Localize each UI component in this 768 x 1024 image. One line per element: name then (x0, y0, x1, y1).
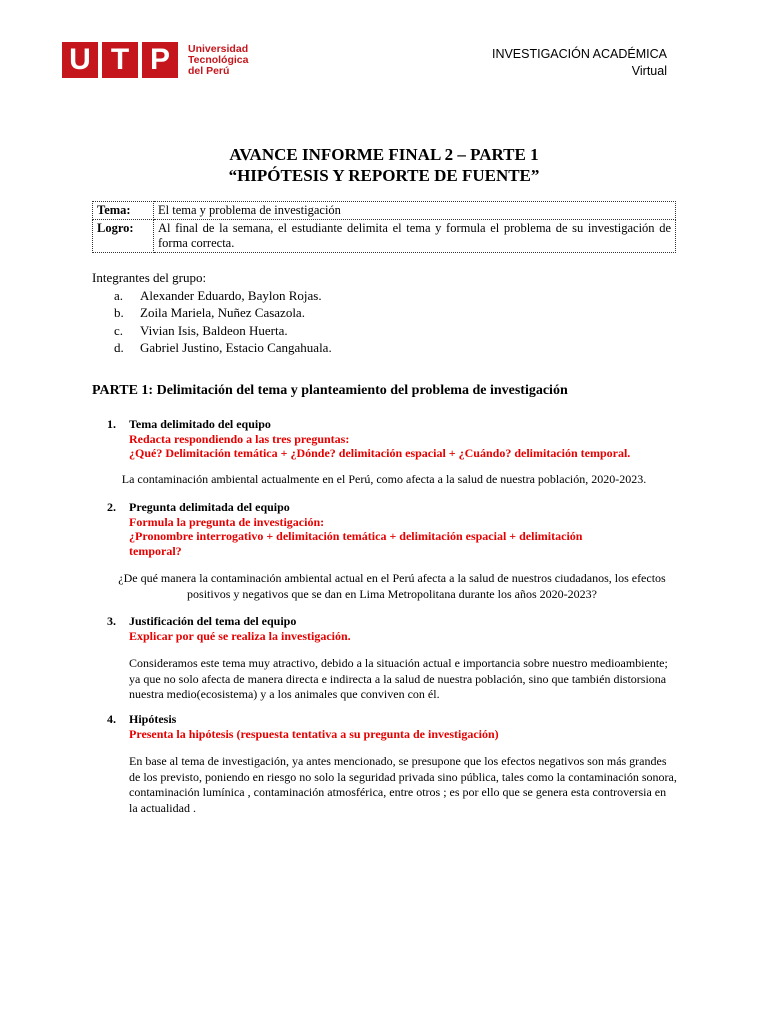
course-header (492, 46, 667, 80)
group-members (92, 269, 332, 357)
document-title: AVANCE INFORME FINAL 2 – PARTE 1 “HIPÓTESIS Y REPORTE DE FUENTE” (228, 145, 540, 185)
section-2-answer: ¿De qué manera la contaminación ambiental actual en el Perú afecta a la salud de nuestros ciudadanos, los efectos positivos y negativos que se dan en Lima Metropolitana durante los años 2020-2023? (118, 571, 666, 601)
logo-university-name: Universidad Tecnológica del Perú (188, 42, 249, 77)
section-1: 1. Tema delimitado del equipo Redacta respondiendo a las tres preguntas: ¿Qué? Delimitación temática + ¿Dónde? delimitación espacial + ¿Cuándo? delimitación temporal. (107, 417, 687, 461)
utp-logo (62, 42, 248, 78)
list-item: a. Alexander Eduardo, Baylon Rojas. (114, 287, 322, 303)
section-1-answer: La contaminación ambiental actualmente en el Perú, como afecta a la salud de nuestra población, 2020-2023. (121, 472, 647, 486)
section-2: 2. Pregunta delimitada del equipo Formula la pregunta de investigación: ¿Pronombre interrogativo + delimitación temática + delimitación espacial + delimitación temporal? (107, 500, 627, 558)
logro-value: Al final de la semana, el estudiante delimita el tema y formula el problema de su investigación de forma correcta. (154, 220, 676, 253)
list-item: c. Vivian Isis, Baldeon Huerta. (114, 322, 288, 338)
section-4: 4. Hipótesis Presenta la hipótesis (respuesta tentativa a su pregunta de investigación) (107, 712, 667, 741)
section-instruction: Presenta la hipótesis (respuesta tentativa a su pregunta de investigación) (129, 726, 499, 741)
table-row-logro (93, 220, 676, 253)
section-3-answer: Consideramos este tema muy atractivo, debido a la situación actual e importancia sobre nuestro medioambiente; ya que no solo afecta de manera directa e indirecta a la salud de nuestra población, sino que también distorsiona nuestra medio(ecosistema) y a los animales que conviven con él. (129, 656, 668, 701)
section-heading: Hipótesis (129, 712, 177, 726)
tema-value: El tema y problema de investigación (154, 202, 676, 220)
section-instruction: Formula la pregunta de investigación: (129, 514, 325, 529)
logo-letter-u: U (62, 42, 98, 78)
list-item: b. Zoila Mariela, Nuñez Casazola. (114, 305, 305, 320)
section-heading: Justificación del tema del equipo (129, 614, 297, 628)
section-instruction: Redacta respondiendo a las tres preguntas: (129, 431, 350, 446)
logo-letter-t: T (102, 42, 138, 78)
logro-label: Logro: (93, 220, 154, 253)
course-name: INVESTIGACIÓN ACADÉMICA (491, 47, 667, 61)
course-modality: Virtual (631, 64, 667, 78)
section-3: 3. Justificación del tema del equipo Explicar por qué se realiza la investigación. (107, 614, 667, 643)
table-row-tema (93, 202, 676, 220)
members-heading: Integrantes del grupo: (92, 270, 207, 285)
section-heading: Tema delimitado del equipo (129, 417, 271, 431)
tema-label: Tema: (93, 202, 154, 220)
section-4-answer: En base al tema de investigación, ya antes mencionado, se presupone que los efectos negativos son más grandes de los previsto, poniendo en riesgo no solo la seguridad privada sino pública, tales como la contaminación sonora, contaminación lumínica , contaminación atmosférica, entre otros ; es por ello que se genera esta controversia en la actualidad . (129, 754, 677, 815)
list-item: d. Gabriel Justino, Estacio Cangahuala. (114, 340, 332, 355)
info-table (92, 201, 676, 253)
section-instruction: ¿Qué? Delimitación temática + ¿Dónde? delimitación espacial + ¿Cuándo? delimitación temporal. (129, 446, 631, 460)
members-list (92, 287, 332, 357)
section-instruction: ¿Pronombre interrogativo + delimitación temática + delimitación espacial + delimitación temporal? (129, 529, 583, 558)
logo-letter-p: P (142, 42, 178, 78)
section-heading: Pregunta delimitada del equipo (129, 500, 290, 514)
section-instruction: Explicar por qué se realiza la investigación. (129, 628, 351, 643)
parte1-heading: PARTE 1: Delimitación del tema y planteamiento del problema de investigación (92, 383, 568, 398)
